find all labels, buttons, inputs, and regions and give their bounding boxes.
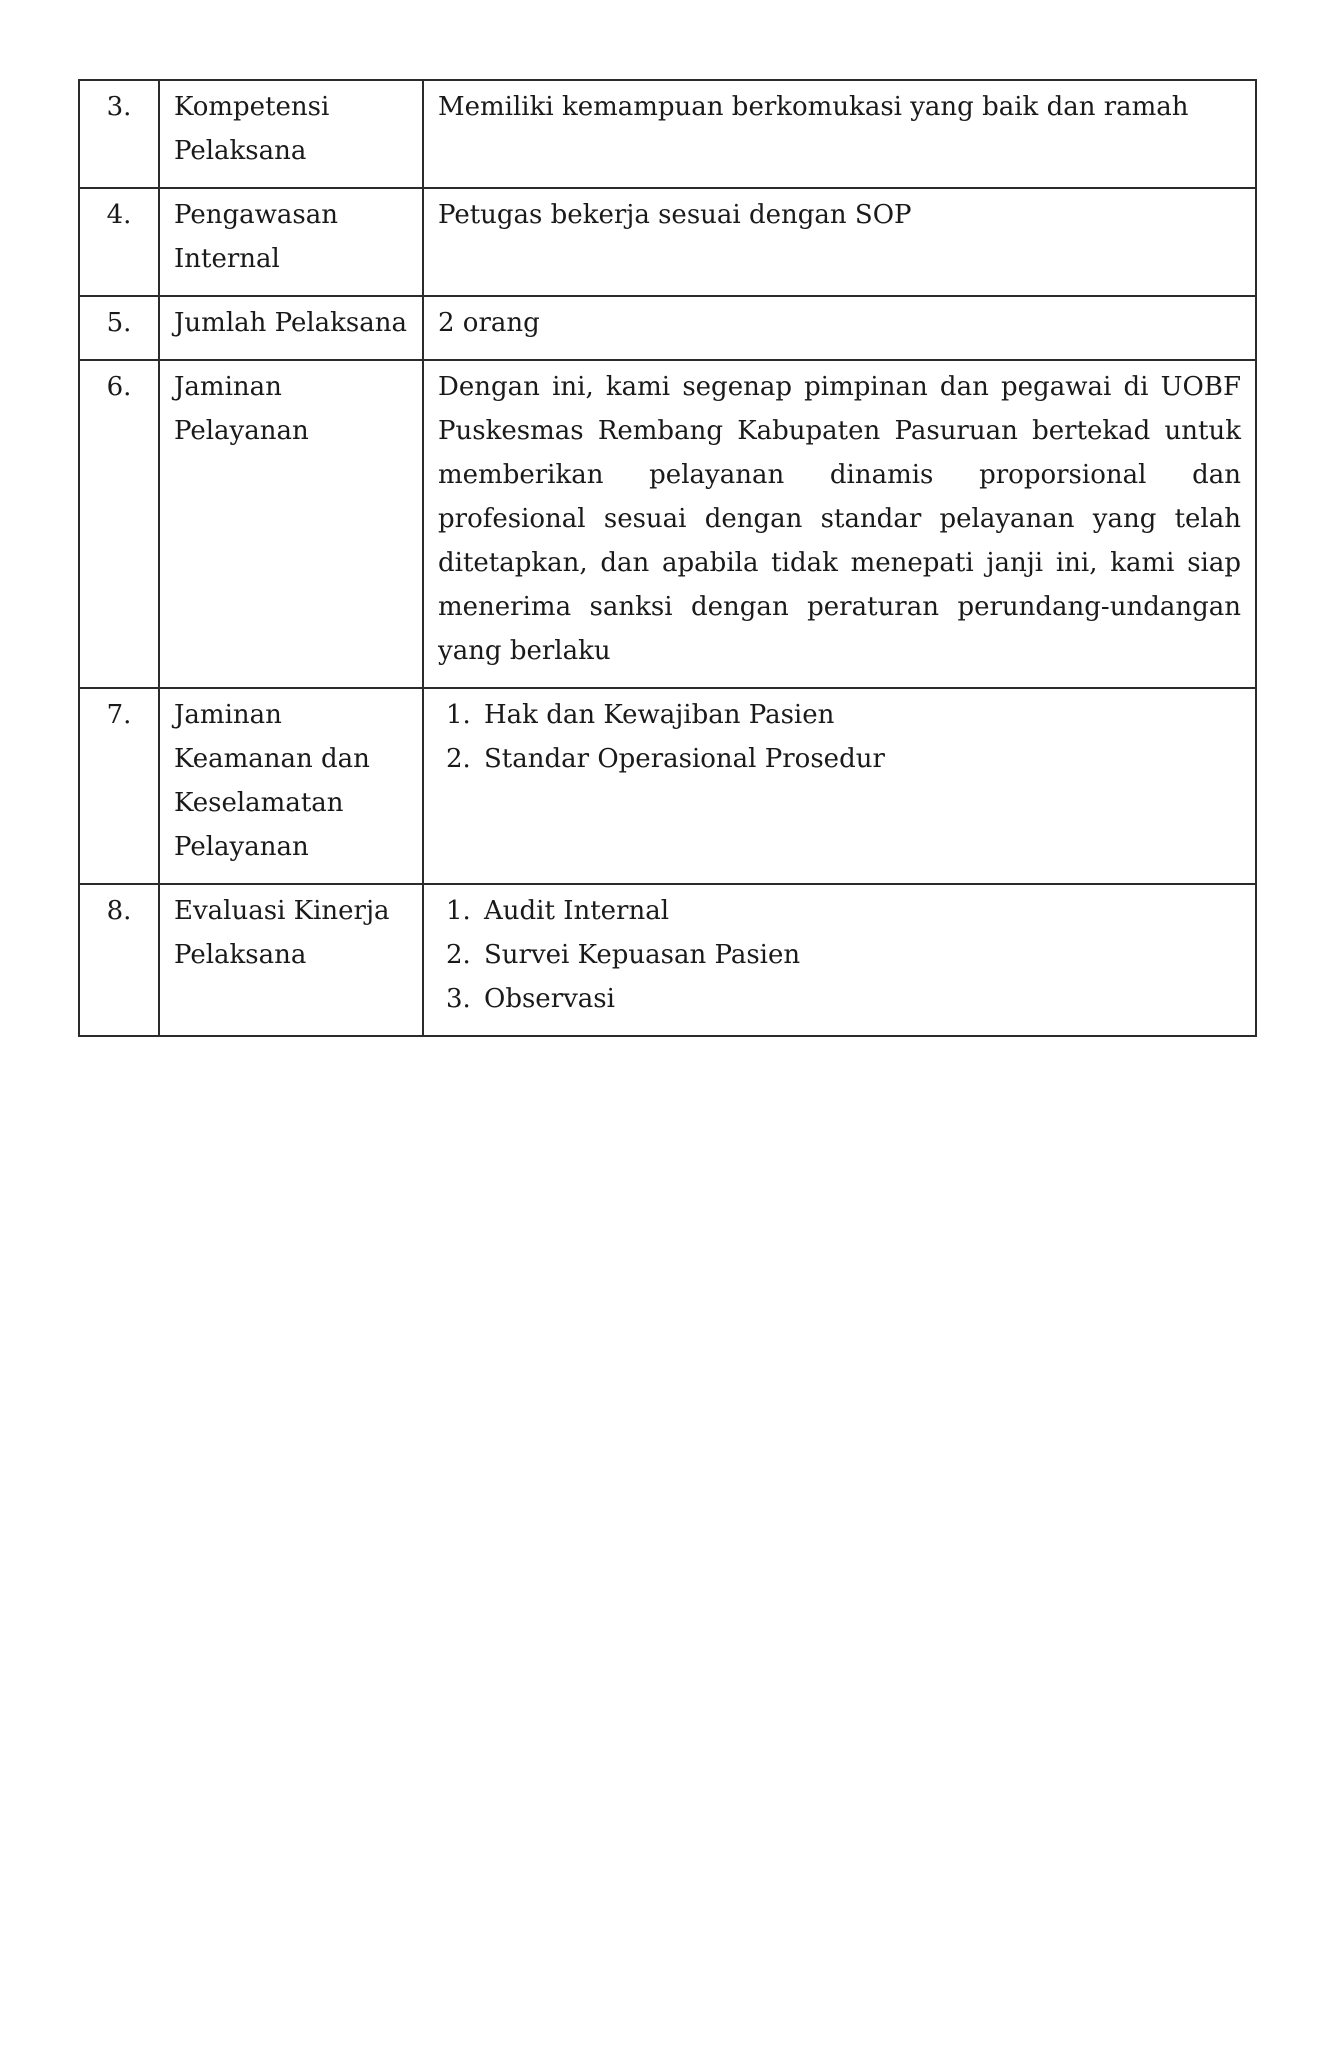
list-item-text: Survei Kepuasan Pasien — [484, 940, 801, 970]
list-item — [438, 737, 1241, 781]
list-item-number: 2. — [446, 744, 471, 774]
numbered-list — [438, 693, 1241, 781]
numbered-list — [438, 889, 1241, 1021]
list-item — [438, 693, 1241, 737]
service-standard-table — [78, 79, 1257, 1037]
row-label: Jaminan Pelayanan — [159, 360, 423, 688]
table-row — [79, 688, 1256, 884]
list-item — [438, 977, 1241, 1021]
row-label: Evaluasi Kinerja Pelaksana — [159, 884, 423, 1036]
table-row — [79, 296, 1256, 360]
list-item-text: Observasi — [484, 984, 615, 1014]
table-row — [79, 80, 1256, 188]
row-value — [423, 360, 1256, 688]
list-item-number: 3. — [446, 984, 471, 1014]
row-value-text: Memiliki kemampuan berkomukasi yang baik dan ramah — [438, 92, 1189, 122]
list-item-number: 2. — [446, 940, 471, 970]
row-number: 4. — [79, 188, 159, 296]
list-item-text: Audit Internal — [484, 896, 670, 926]
row-number: 8. — [79, 884, 159, 1036]
row-label: Pengawasan Internal — [159, 188, 423, 296]
row-value — [423, 80, 1256, 188]
row-value-text: 2 orang — [438, 308, 540, 338]
row-number: 7. — [79, 688, 159, 884]
row-value — [423, 884, 1256, 1036]
row-label: Jumlah Pelaksana — [159, 296, 423, 360]
row-value-text: Petugas bekerja sesuai dengan SOP — [438, 200, 912, 230]
row-value-text: Dengan ini, kami segenap pimpinan dan pegawai di UOBF Puskesmas Rembang Kabupaten Pasuruan bertekad untuk memberikan pelayanan dinamis proporsional dan profesional sesuai dengan standar pelayanan yang telah ditetapkan, dan apabila tidak menepati janji ini, kami siap menerima sanksi dengan peraturan perundang-undangan yang berlaku — [438, 372, 1241, 666]
row-number: 5. — [79, 296, 159, 360]
table-row — [79, 188, 1256, 296]
list-item — [438, 933, 1241, 977]
row-value — [423, 296, 1256, 360]
row-number: 3. — [79, 80, 159, 188]
table-row — [79, 884, 1256, 1036]
table-row — [79, 360, 1256, 688]
list-item-text: Standar Operasional Prosedur — [484, 744, 885, 774]
row-number: 6. — [79, 360, 159, 688]
list-item-text: Hak dan Kewajiban Pasien — [484, 700, 835, 730]
list-item-number: 1. — [446, 700, 471, 730]
list-item-number: 1. — [446, 896, 471, 926]
row-value — [423, 688, 1256, 884]
row-label: Kompetensi Pelaksana — [159, 80, 423, 188]
list-item — [438, 889, 1241, 933]
row-value — [423, 188, 1256, 296]
row-label: Jaminan Keamanan dan Keselamatan Pelayanan — [159, 688, 423, 884]
